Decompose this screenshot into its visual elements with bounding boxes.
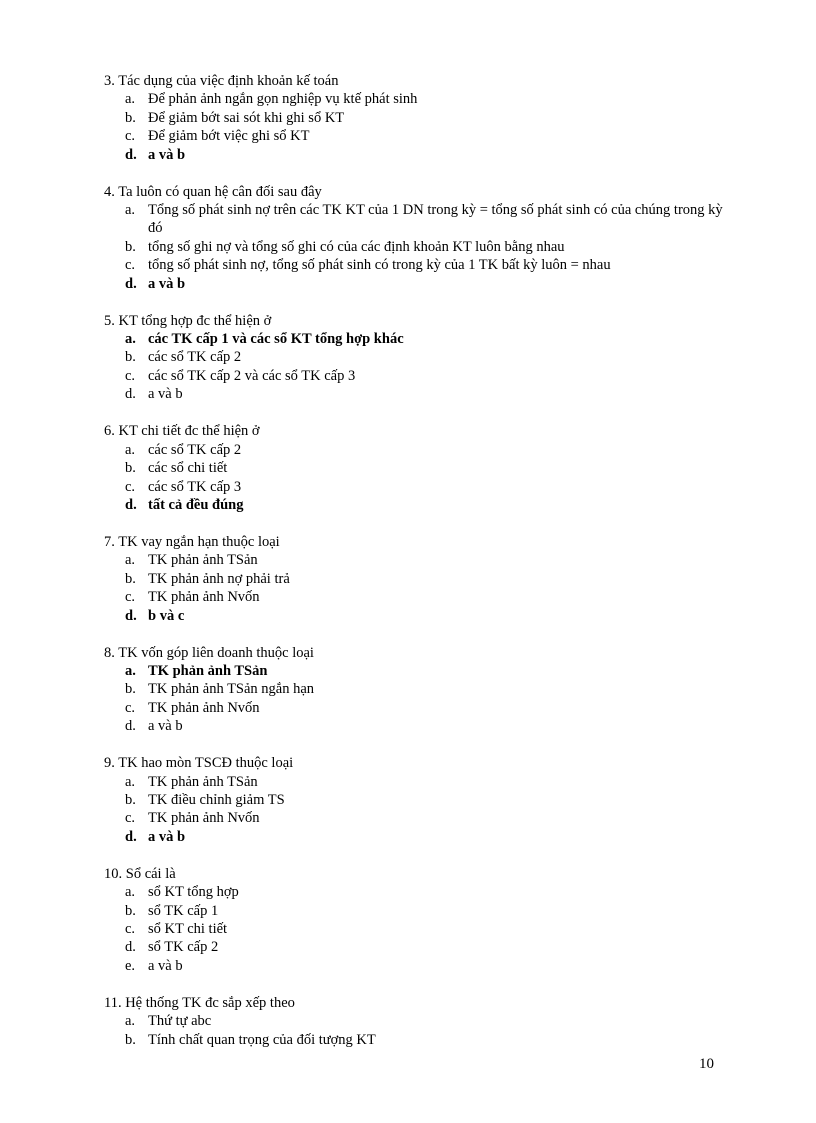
option-text: a và b [148,275,186,292]
option-text: sổ TK cấp 1 [148,902,219,919]
question-title: 3. Tác dụng của việc định khoản kế toán [104,73,339,89]
option-text: TK phản ảnh TSản [148,662,268,679]
answer-option [104,385,724,403]
option-text: TK phản ảnh TSản ngắn hạn [148,681,315,698]
option-letter: a. [125,202,136,219]
option-letter: a. [125,773,136,790]
answer-option [104,938,724,956]
option-text: sổ KT chi tiết [148,921,228,937]
option-letter: a. [125,662,136,679]
option-text: TK điều chỉnh giảm TS [148,791,285,808]
option-letter: b. [125,1031,136,1048]
question-title: 11. Hệ thống TK đc sắp xếp theo [104,994,295,1011]
answer-option [104,680,724,698]
option-letter: a. [125,441,136,458]
answer-option [104,367,724,385]
option-text: Tổng số phát sinh nợ trên các TK KT của 1 DN trong kỳ = tổng số phát sinh có của chúng trong kỳ đó [148,202,723,237]
answer-option [104,459,724,477]
question-title: 7. TK vay ngắn hạn thuộc loại [104,533,280,550]
answer-option [104,957,724,975]
option-text: tổng số phát sinh nợ, tổng số phát sinh có trong kỳ của 1 TK bất kỳ luôn = nhau [148,257,611,274]
option-letter: b. [125,902,136,919]
option-text: tất cả đều đúng [148,496,244,513]
option-text: a và b [148,828,186,845]
option-letter: b. [125,570,136,587]
option-letter: a. [125,331,136,348]
question-block [104,754,724,846]
answer-option [104,201,724,238]
answer-option [104,791,724,809]
option-letter: a. [125,552,136,569]
answer-option [104,551,724,569]
option-text: a và b [148,146,186,163]
option-letter: d. [125,718,136,735]
option-text: Tính chất quan trọng của đối tượng KT [148,1031,376,1048]
option-text: TK phản ảnh Nvốn [148,699,260,716]
option-text: Để phản ảnh ngắn gọn nghiệp vụ ktế phát sinh [148,91,418,108]
question-title: 4. Ta luôn có quan hệ cân đối sau đây [104,183,322,200]
answer-option [104,662,724,680]
answer-option [104,275,724,293]
option-letter: d. [125,275,137,292]
option-letter: b. [125,349,136,366]
answer-option [104,238,724,256]
option-text: TK phản ảnh TSản [148,552,258,569]
option-text: a và b [148,957,183,974]
answer-option [104,809,724,827]
option-text: TK phản ảnh TSản [148,773,258,790]
answer-option [104,330,724,348]
option-text: các sổ chi tiết [148,460,228,477]
question-block [104,994,724,1049]
answer-option [104,109,724,127]
question-block [104,865,724,975]
question-title: 9. TK hao mòn TSCĐ thuộc loại [104,755,294,772]
option-text: Thứ tự abc [148,1013,212,1030]
option-letter: b. [125,238,136,255]
option-letter: d. [125,607,137,624]
option-text: TK phản ảnh Nvốn [148,589,260,606]
option-letter: b. [125,109,136,126]
answer-option [104,127,724,145]
question-title: 6. KT chi tiết đc thể hiện ở [104,423,260,440]
answer-option [104,441,724,459]
option-letter: d. [125,496,137,513]
answer-option [104,570,724,588]
question-block [104,312,724,404]
option-letter: c. [125,478,136,495]
option-text: a và b [148,386,183,403]
option-letter: b. [125,681,136,698]
option-letter: e. [125,957,136,974]
option-letter: d. [125,939,136,956]
option-letter: a. [125,884,136,901]
question-list [104,72,724,1049]
option-letter: c. [125,257,136,274]
answer-option [104,1012,724,1030]
option-letter: d. [125,146,137,163]
option-letter: c. [125,367,136,384]
question-title: 5. KT tổng hợp đc thể hiện ở [104,312,272,329]
option-letter: b. [125,791,136,808]
question-title: 8. TK vốn góp liên doanh thuộc loại [104,644,314,661]
option-text: TK phản ảnh nợ phải trả [148,570,290,587]
answer-option [104,256,724,274]
option-text: Để giảm bớt sai sót khi ghi sổ KT [148,109,345,126]
option-letter: c. [125,128,136,145]
answer-option [104,348,724,366]
question-block [104,422,724,514]
option-letter: c. [125,589,136,606]
option-text: các sổ TK cấp 2 [148,441,242,458]
answer-option [104,883,724,901]
answer-option [104,699,724,717]
answer-option [104,478,724,496]
answer-option [104,1031,724,1049]
option-text: TK phản ảnh Nvốn [148,810,260,827]
answer-option [104,717,724,735]
page-number: 10 [699,1056,714,1072]
option-text: sổ TK cấp 2 [148,939,219,956]
option-text: các sổ TK cấp 2 và các sổ TK cấp 3 [148,367,356,384]
answer-option [104,588,724,606]
option-text: a và b [148,718,183,735]
answer-option [104,607,724,625]
option-letter: c. [125,810,136,827]
option-text: các TK cấp 1 và các sổ KT tổng hợp khác [148,331,404,348]
option-letter: a. [125,91,136,108]
question-block [104,72,724,164]
question-block [104,183,724,293]
answer-option [104,773,724,791]
answer-option [104,920,724,938]
answer-option [104,90,724,108]
answer-option [104,902,724,920]
option-text: các sổ TK cấp 3 [148,478,242,495]
option-text: tổng số ghi nợ và tổng số ghi có của các định khoản KT luôn bằng nhau [148,238,565,255]
option-text: các sổ TK cấp 2 [148,349,242,366]
option-letter: d. [125,386,136,403]
option-text: b và c [148,607,185,624]
question-block [104,533,724,625]
answer-option [104,828,724,846]
option-letter: b. [125,460,136,477]
answer-option [104,146,724,164]
answer-option [104,496,724,514]
option-text: Để giảm bớt việc ghi sổ KT [148,128,310,145]
option-letter: a. [125,1013,136,1030]
question-block [104,644,724,736]
option-letter: c. [125,921,136,937]
option-text: sổ KT tổng hợp [148,884,239,901]
option-letter: c. [125,699,136,716]
question-title: 10. Sổ cái là [104,865,176,882]
option-letter: d. [125,828,137,845]
document-page [104,72,724,1068]
